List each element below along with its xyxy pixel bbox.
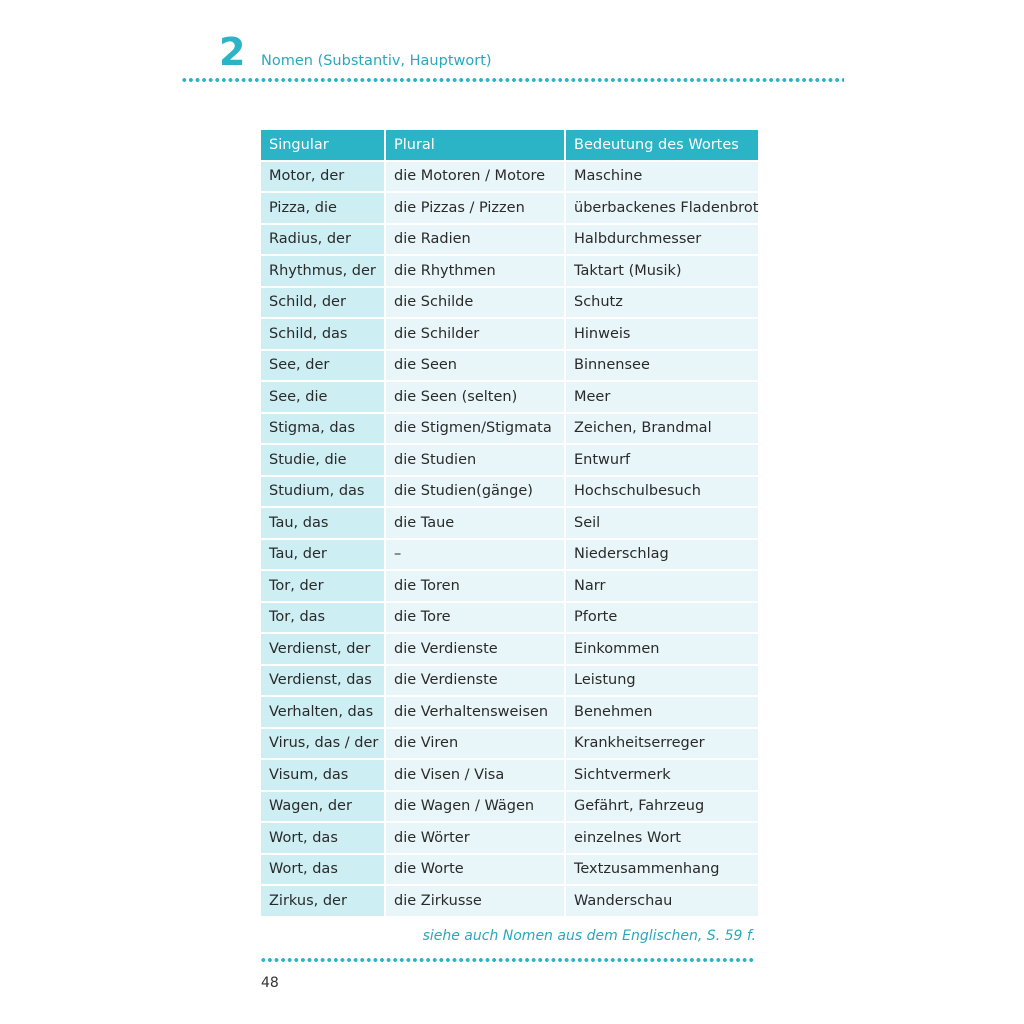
cell-plural: – bbox=[386, 540, 564, 570]
table-row bbox=[261, 571, 758, 601]
cell-plural: die Studien bbox=[386, 445, 564, 475]
cell-plural: die Pizzas / Pizzen bbox=[386, 193, 564, 223]
table-row bbox=[261, 319, 758, 349]
cell-singular: Studie, die bbox=[261, 445, 384, 475]
chapter-title: Nomen (Substantiv, Hauptwort) bbox=[261, 53, 492, 69]
cell-singular: Tor, das bbox=[261, 603, 384, 633]
cell-singular: Zirkus, der bbox=[261, 886, 384, 916]
cell-meaning: Meer bbox=[566, 382, 758, 412]
table-row bbox=[261, 792, 758, 822]
cell-singular: Pizza, die bbox=[261, 193, 384, 223]
table-row bbox=[261, 729, 758, 759]
cell-singular: Studium, das bbox=[261, 477, 384, 507]
cell-meaning: Zeichen, Brandmal bbox=[566, 414, 758, 444]
cell-plural: die Motoren / Motore bbox=[386, 162, 564, 192]
dotted-divider-top bbox=[181, 78, 844, 82]
table-row bbox=[261, 256, 758, 286]
cell-meaning: Pforte bbox=[566, 603, 758, 633]
cell-plural: die Toren bbox=[386, 571, 564, 601]
cell-singular: Virus, das / der bbox=[261, 729, 384, 759]
cell-meaning: Entwurf bbox=[566, 445, 758, 475]
table-row bbox=[261, 225, 758, 255]
table-row bbox=[261, 886, 758, 916]
cell-singular: Schild, das bbox=[261, 319, 384, 349]
cell-singular: Tau, das bbox=[261, 508, 384, 538]
cell-meaning: Krankheitserreger bbox=[566, 729, 758, 759]
cell-plural: die Seen bbox=[386, 351, 564, 381]
cell-meaning: Wanderschau bbox=[566, 886, 758, 916]
cell-plural: die Viren bbox=[386, 729, 564, 759]
cell-plural: die Taue bbox=[386, 508, 564, 538]
cell-singular: Verdienst, das bbox=[261, 666, 384, 696]
noun-table bbox=[259, 128, 760, 918]
table-header-row bbox=[261, 130, 758, 160]
cell-singular: Wort, das bbox=[261, 855, 384, 885]
table-row bbox=[261, 477, 758, 507]
table-row bbox=[261, 540, 758, 570]
reference-note: siehe auch Nomen aus dem Englischen, S. 59 f. bbox=[422, 928, 756, 944]
dotted-divider-bottom bbox=[260, 958, 756, 962]
table-row bbox=[261, 382, 758, 412]
cell-meaning: überbackenes Fladenbrot bbox=[566, 193, 758, 223]
cell-meaning: Hochschulbesuch bbox=[566, 477, 758, 507]
cell-singular: Rhythmus, der bbox=[261, 256, 384, 286]
table-row bbox=[261, 666, 758, 696]
table-row bbox=[261, 414, 758, 444]
cell-singular: Schild, der bbox=[261, 288, 384, 318]
cell-meaning: Narr bbox=[566, 571, 758, 601]
cell-singular: Stigma, das bbox=[261, 414, 384, 444]
cell-plural: die Schilde bbox=[386, 288, 564, 318]
cell-plural: die Verdienste bbox=[386, 666, 564, 696]
table-row bbox=[261, 855, 758, 885]
cell-plural: die Worte bbox=[386, 855, 564, 885]
table-row bbox=[261, 445, 758, 475]
table-row bbox=[261, 193, 758, 223]
table-row bbox=[261, 634, 758, 664]
cell-plural: die Seen (selten) bbox=[386, 382, 564, 412]
cell-plural: die Stigmen/Stigmata bbox=[386, 414, 564, 444]
cell-singular: Motor, der bbox=[261, 162, 384, 192]
column-header-singular: Singular bbox=[261, 130, 384, 160]
cell-meaning: Binnensee bbox=[566, 351, 758, 381]
cell-plural: die Tore bbox=[386, 603, 564, 633]
table-row bbox=[261, 823, 758, 853]
cell-plural: die Wagen / Wägen bbox=[386, 792, 564, 822]
cell-plural: die Radien bbox=[386, 225, 564, 255]
chapter-number: 2 bbox=[219, 30, 246, 74]
cell-meaning: Gefährt, Fahrzeug bbox=[566, 792, 758, 822]
cell-singular: Wort, das bbox=[261, 823, 384, 853]
cell-plural: die Studien(gänge) bbox=[386, 477, 564, 507]
cell-singular: Verdienst, der bbox=[261, 634, 384, 664]
cell-singular: Verhalten, das bbox=[261, 697, 384, 727]
cell-plural: die Verdienste bbox=[386, 634, 564, 664]
cell-singular: Visum, das bbox=[261, 760, 384, 790]
cell-meaning: Halbdurchmesser bbox=[566, 225, 758, 255]
cell-meaning: Schutz bbox=[566, 288, 758, 318]
table-row bbox=[261, 603, 758, 633]
table-row bbox=[261, 162, 758, 192]
cell-meaning: Taktart (Musik) bbox=[566, 256, 758, 286]
cell-plural: die Visen / Visa bbox=[386, 760, 564, 790]
cell-meaning: Maschine bbox=[566, 162, 758, 192]
table-row bbox=[261, 697, 758, 727]
cell-plural: die Verhaltensweisen bbox=[386, 697, 564, 727]
cell-meaning: Textzusammenhang bbox=[566, 855, 758, 885]
column-header-plural: Plural bbox=[386, 130, 564, 160]
cell-meaning: Sichtvermerk bbox=[566, 760, 758, 790]
page-number: 48 bbox=[261, 975, 279, 991]
cell-plural: die Wörter bbox=[386, 823, 564, 853]
cell-singular: Tau, der bbox=[261, 540, 384, 570]
cell-singular: See, die bbox=[261, 382, 384, 412]
cell-meaning: Seil bbox=[566, 508, 758, 538]
cell-singular: See, der bbox=[261, 351, 384, 381]
table-row bbox=[261, 760, 758, 790]
cell-meaning: Benehmen bbox=[566, 697, 758, 727]
table-row bbox=[261, 288, 758, 318]
cell-meaning: Niederschlag bbox=[566, 540, 758, 570]
cell-plural: die Rhythmen bbox=[386, 256, 564, 286]
table-body bbox=[261, 162, 758, 916]
table-row bbox=[261, 508, 758, 538]
cell-plural: die Zirkusse bbox=[386, 886, 564, 916]
cell-plural: die Schilder bbox=[386, 319, 564, 349]
cell-meaning: Hinweis bbox=[566, 319, 758, 349]
cell-meaning: Leistung bbox=[566, 666, 758, 696]
table-row bbox=[261, 351, 758, 381]
cell-singular: Tor, der bbox=[261, 571, 384, 601]
cell-meaning: einzelnes Wort bbox=[566, 823, 758, 853]
column-header-meaning: Bedeutung des Wortes bbox=[566, 130, 758, 160]
cell-meaning: Einkommen bbox=[566, 634, 758, 664]
cell-singular: Wagen, der bbox=[261, 792, 384, 822]
cell-singular: Radius, der bbox=[261, 225, 384, 255]
